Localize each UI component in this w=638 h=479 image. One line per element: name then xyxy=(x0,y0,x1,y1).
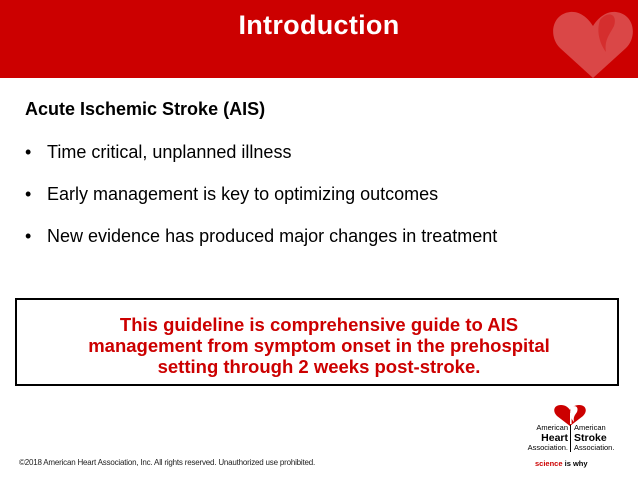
bullet-text: New evidence has produced major changes in treatment xyxy=(47,226,498,246)
heart-torch-watermark-icon xyxy=(548,0,638,78)
aha-wordmark: American Heart Association. xyxy=(527,423,568,452)
section-subtitle: Acute Ischemic Stroke (AIS) xyxy=(25,99,266,119)
asa-wordmark: American Stroke Association. xyxy=(574,423,615,452)
aha-asa-logo xyxy=(520,404,620,470)
header-bar xyxy=(0,0,638,78)
bullet-text: Early management is key to optimizing outcomes xyxy=(47,184,439,204)
bullet-item xyxy=(25,140,497,182)
logo-tagline: science is why xyxy=(535,459,588,468)
copyright-notice: ©2018 American Heart Association, Inc. All rights reserved. Unauthorized use prohibited. xyxy=(19,458,316,467)
callout-box xyxy=(15,298,619,386)
callout-line: setting through 2 weeks post-stroke. xyxy=(157,356,481,377)
bullet-dot-icon: • xyxy=(25,184,32,204)
logo-divider xyxy=(570,425,571,452)
bullet-item xyxy=(25,224,497,266)
bullet-list xyxy=(25,140,497,266)
callout-line: This guideline is comprehensive guide to AIS xyxy=(119,314,519,335)
bullet-item xyxy=(25,182,497,224)
bullet-text: Time critical, unplanned illness xyxy=(47,142,292,162)
callout-line: management from symptom onset in the prehospital xyxy=(88,335,550,356)
bullet-dot-icon: • xyxy=(25,142,32,162)
callout-text xyxy=(17,314,621,377)
slide-title: Introduction xyxy=(238,10,400,40)
bullet-dot-icon: • xyxy=(25,226,32,246)
